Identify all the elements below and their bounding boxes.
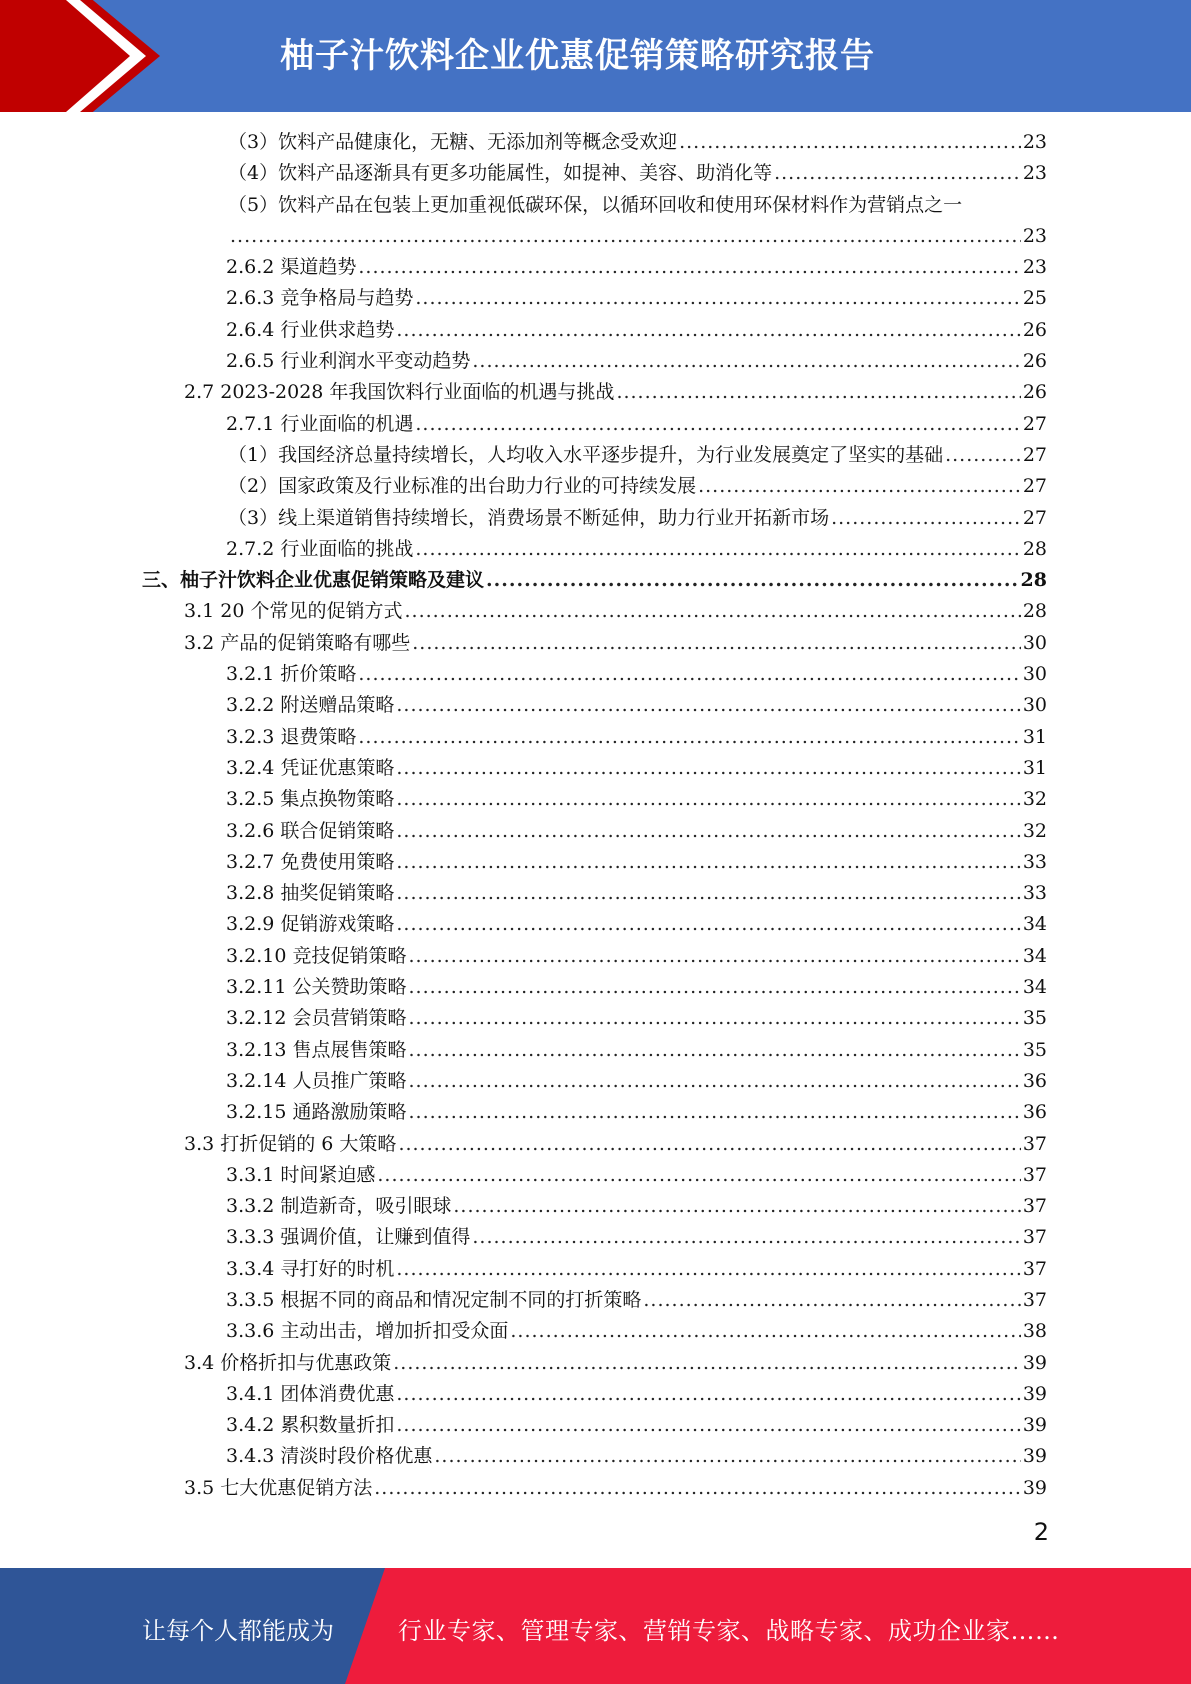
toc-entry-title: （4）饮料产品逐渐具有更多功能属性，如提神、美容、助消化等 — [228, 162, 773, 185]
dot-leader — [453, 1191, 1020, 1222]
dot-leader — [398, 1129, 1020, 1160]
toc-chapter-entry[interactable] — [0, 565, 1191, 596]
toc-entry[interactable] — [0, 1160, 1191, 1191]
report-title: 柚子汁饮料企业优惠促销策略研究报告 — [280, 36, 875, 76]
toc-entry-page: 27 — [1022, 443, 1047, 466]
toc-entry-page: 34 — [1022, 944, 1047, 967]
toc-entry-page: 39 — [1022, 1476, 1047, 1499]
toc-entry[interactable] — [0, 1441, 1191, 1472]
toc-entry[interactable] — [0, 252, 1191, 283]
page-number: 2 — [1033, 1518, 1049, 1546]
toc-entry-title: 3.3.3 强调价值，让赚到值得 — [226, 1226, 471, 1249]
dot-leader — [415, 534, 1020, 565]
toc-entry[interactable] — [0, 1348, 1191, 1379]
dot-leader — [377, 1160, 1020, 1191]
toc-entry-title: 3.4.2 累积数量折扣 — [226, 1414, 395, 1437]
toc-entry-page: 31 — [1022, 725, 1047, 748]
toc-entry[interactable] — [0, 1222, 1191, 1253]
toc-entry-title: 3.2.14 人员推广策略 — [226, 1069, 407, 1092]
toc-entry-title: 2.6.5 行业利润水平变动趋势 — [226, 350, 471, 373]
toc-entry[interactable] — [0, 471, 1191, 502]
toc-entry[interactable] — [0, 1129, 1191, 1160]
dot-leader — [408, 972, 1020, 1003]
dot-leader — [412, 628, 1021, 659]
toc-entry-title: 2.7 2023-2028 年我国饮料行业面临的机遇与挑战 — [184, 381, 615, 404]
toc-entry[interactable] — [0, 816, 1191, 847]
toc-entry-title: 3.2.1 折价策略 — [226, 663, 357, 686]
toc-entry-continuation[interactable] — [0, 221, 1191, 252]
dot-leader — [358, 252, 1020, 283]
toc-entry-title: 3.3.6 主动出击，增加折扣受众面 — [226, 1320, 509, 1343]
toc-entry-page: 39 — [1022, 1382, 1047, 1405]
toc-entry[interactable] — [0, 377, 1191, 408]
toc-entry-page: 39 — [1022, 1414, 1047, 1437]
dot-leader — [393, 1348, 1021, 1379]
toc-entry-page: 33 — [1022, 850, 1047, 873]
toc-entry-page: 39 — [1022, 1351, 1047, 1374]
toc-entry[interactable] — [0, 440, 1191, 471]
toc-entry[interactable] — [0, 315, 1191, 346]
toc-entry[interactable] — [0, 878, 1191, 909]
toc-entry-page: 37 — [1022, 1132, 1047, 1155]
toc-entry[interactable] — [0, 1097, 1191, 1128]
toc-entry-title: （1）我国经济总量持续增长，人均收入水平逐步提升，为行业发展奠定了坚实的基础 — [228, 443, 944, 466]
dot-leader — [945, 440, 1021, 471]
toc-entry-page: 26 — [1022, 318, 1047, 341]
toc-entry[interactable] — [0, 1191, 1191, 1222]
toc-entry-page: 23 — [1022, 256, 1047, 279]
dot-leader — [486, 565, 1019, 596]
toc-entry-page: 32 — [1022, 788, 1047, 811]
toc-entry[interactable] — [0, 346, 1191, 377]
toc-entry-title: 3.2.4 凭证优惠策略 — [226, 756, 395, 779]
toc-entry-title: 3.2.6 联合促销策略 — [226, 819, 395, 842]
dot-leader — [396, 784, 1020, 815]
toc-entry[interactable] — [0, 283, 1191, 314]
toc-entry-page: 26 — [1022, 381, 1047, 404]
toc-entry-title: 3.2.10 竞技促销策略 — [226, 944, 407, 967]
dot-leader — [415, 283, 1020, 314]
dot-leader — [230, 221, 1021, 252]
toc-entry-page: 37 — [1022, 1163, 1047, 1186]
dot-leader — [396, 816, 1020, 847]
toc-entry-title: 2.6.3 竞争格局与趋势 — [226, 287, 414, 310]
toc-entry-title: 3.4 价格折扣与优惠政策 — [184, 1351, 392, 1374]
toc-entry[interactable] — [0, 722, 1191, 753]
table-of-contents — [0, 127, 1191, 1504]
dot-leader — [434, 1441, 1020, 1472]
toc-entry-title: 3.3 打折促销的 6 大策略 — [184, 1132, 397, 1155]
toc-entry[interactable] — [0, 784, 1191, 815]
toc-entry-title: 2.6.2 渠道趋势 — [226, 256, 357, 279]
dot-leader — [396, 847, 1020, 878]
toc-entry[interactable] — [0, 534, 1191, 565]
toc-entry[interactable] — [0, 1285, 1191, 1316]
dot-leader — [616, 377, 1020, 408]
toc-entry-page: 27 — [1022, 506, 1047, 529]
toc-entry[interactable] — [0, 1316, 1191, 1347]
dot-leader — [415, 409, 1020, 440]
toc-entry[interactable] — [0, 909, 1191, 940]
toc-entry-page: 37 — [1022, 1288, 1047, 1311]
dot-leader — [408, 1035, 1020, 1066]
toc-entry-page: 27 — [1022, 475, 1047, 498]
dot-leader — [396, 753, 1020, 784]
toc-entry-page: 32 — [1022, 819, 1047, 842]
toc-entry[interactable] — [0, 127, 1191, 158]
dot-leader — [698, 471, 1021, 502]
dot-leader — [510, 1316, 1020, 1347]
toc-entry-page: 23 — [1022, 131, 1047, 153]
toc-entry[interactable] — [0, 1473, 1191, 1504]
footer-slogan-left: 让每个人都能成为 — [142, 1617, 334, 1645]
dot-leader — [472, 346, 1020, 377]
toc-entry-page: 33 — [1022, 882, 1047, 905]
dot-leader — [396, 315, 1020, 346]
dot-leader — [396, 690, 1020, 721]
toc-entry-page: 28 — [1022, 537, 1047, 560]
toc-entry[interactable] — [0, 972, 1191, 1003]
toc-entry-page: 34 — [1022, 913, 1047, 936]
dot-leader — [643, 1285, 1020, 1316]
toc-entry-title: 2.7.1 行业面临的机遇 — [226, 412, 414, 435]
toc-entry-title: 3.2.9 促销游戏策略 — [226, 913, 395, 936]
dot-leader — [396, 878, 1020, 909]
toc-entry-title: 2.7.2 行业面临的挑战 — [226, 537, 414, 560]
toc-entry-title: 3.4.3 清淡时段价格优惠 — [226, 1445, 433, 1468]
toc-entry-title: （5）饮料产品在包装上更加重视低碳环保，以循环回收和使用环保材料作为营销点之一 — [228, 193, 963, 216]
toc-entry-page: 23 — [1022, 162, 1047, 185]
toc-entry[interactable] — [0, 659, 1191, 690]
toc-entry-page: 30 — [1022, 663, 1047, 686]
dot-leader — [774, 158, 1021, 189]
toc-entry-page: 37 — [1022, 1195, 1047, 1218]
toc-entry-title: 3.2.15 通路激励策略 — [226, 1101, 407, 1124]
page-header — [0, 0, 1191, 112]
toc-entry-page: 38 — [1022, 1320, 1047, 1343]
toc-entry-title: 3.2 产品的促销策略有哪些 — [184, 631, 411, 654]
toc-entry[interactable] — [0, 1379, 1191, 1410]
dot-leader — [408, 1066, 1020, 1097]
dot-leader — [831, 503, 1021, 534]
dot-leader — [408, 941, 1020, 972]
toc-entry[interactable] — [0, 1066, 1191, 1097]
toc-entry[interactable] — [0, 1035, 1191, 1066]
dot-leader — [358, 722, 1020, 753]
toc-entry-page: 37 — [1022, 1257, 1047, 1280]
toc-entry[interactable] — [0, 941, 1191, 972]
toc-entry-page: 28 — [1020, 569, 1047, 592]
toc-entry[interactable] — [0, 1254, 1191, 1285]
toc-entry-title: 三、柚子汁饮料企业优惠促销策略及建议 — [142, 569, 485, 592]
toc-entry-title: （3）饮料产品健康化，无糖、无添加剂等概念受欢迎 — [228, 131, 678, 153]
toc-entry-title: 3.2.5 集点换物策略 — [226, 788, 395, 811]
toc-entry-page: 35 — [1022, 1038, 1047, 1061]
toc-entry-page: 35 — [1022, 1007, 1047, 1030]
dot-leader — [396, 909, 1020, 940]
dot-leader — [374, 1473, 1021, 1504]
toc-entry[interactable] — [0, 503, 1191, 534]
toc-entry-title: 3.5 七大优惠促销方法 — [184, 1476, 373, 1499]
toc-entry-title: 3.3.4 寻打好的时机 — [226, 1257, 395, 1280]
toc-entry[interactable] — [0, 596, 1191, 627]
toc-entry-page: 28 — [1022, 600, 1047, 623]
toc-entry-title: 3.2.7 免费使用策略 — [226, 850, 395, 873]
toc-entry-page: 37 — [1022, 1226, 1047, 1249]
dot-leader — [396, 1379, 1020, 1410]
toc-entry-title: 3.3.2 制造新奇，吸引眼球 — [226, 1195, 452, 1218]
toc-entry-title: 3.2.8 抽奖促销策略 — [226, 882, 395, 905]
toc-entry-title: （2）国家政策及行业标准的出台助力行业的可持续发展 — [228, 475, 697, 498]
toc-entry-page: 36 — [1022, 1101, 1047, 1124]
toc-entry[interactable] — [0, 158, 1191, 189]
dot-leader — [408, 1097, 1020, 1128]
toc-entry[interactable] — [0, 190, 1191, 221]
toc-entry-title: 3.2.11 公关赞助策略 — [226, 976, 407, 999]
toc-entry[interactable] — [0, 847, 1191, 878]
toc-entry[interactable] — [0, 753, 1191, 784]
toc-entry-page: 36 — [1022, 1069, 1047, 1092]
toc-entry[interactable] — [0, 1410, 1191, 1441]
dot-leader — [404, 596, 1020, 627]
toc-entry-page: 23 — [1022, 224, 1047, 247]
footer-slogan-right: 行业专家、管理专家、营销专家、战略专家、成功企业家…… — [398, 1617, 1060, 1645]
toc-entry-page: 27 — [1022, 412, 1047, 435]
dot-leader — [679, 127, 1021, 158]
toc-entry-page: 25 — [1022, 287, 1047, 310]
toc-entry-title: 2.6.4 行业供求趋势 — [226, 318, 395, 341]
toc-entry-title: 3.3.1 时间紧迫感 — [226, 1163, 376, 1186]
toc-entry-page: 31 — [1022, 756, 1047, 779]
toc-entry[interactable] — [0, 628, 1191, 659]
toc-entry-title: 3.1 20 个常见的促销方式 — [184, 600, 403, 623]
dot-leader — [472, 1222, 1020, 1253]
toc-entry-page: 34 — [1022, 976, 1047, 999]
toc-entry-page: 39 — [1022, 1445, 1047, 1468]
toc-entry[interactable] — [0, 690, 1191, 721]
toc-entry[interactable] — [0, 409, 1191, 440]
dot-leader — [396, 1410, 1020, 1441]
toc-entry-title: 3.2.2 附送赠品策略 — [226, 694, 395, 717]
toc-entry-title: （3）线上渠道销售持续增长，消费场景不断延伸，助力行业开拓新市场 — [228, 506, 830, 529]
toc-entry-title: 3.4.1 团体消费优惠 — [226, 1382, 395, 1405]
toc-entry-page: 26 — [1022, 350, 1047, 373]
dot-leader — [396, 1254, 1020, 1285]
toc-entry-title: 3.3.5 根据不同的商品和情况定制不同的打折策略 — [226, 1288, 642, 1311]
page-footer — [0, 1568, 1191, 1684]
dot-leader — [408, 1003, 1020, 1034]
toc-entry-title: 3.2.13 售点展售策略 — [226, 1038, 407, 1061]
toc-entry-title: 3.2.12 会员营销策略 — [226, 1007, 407, 1030]
toc-entry-title: 3.2.3 退费策略 — [226, 725, 357, 748]
toc-entry-page: 30 — [1022, 631, 1047, 654]
toc-entry[interactable] — [0, 1003, 1191, 1034]
dot-leader — [358, 659, 1020, 690]
toc-entry-page: 30 — [1022, 694, 1047, 717]
